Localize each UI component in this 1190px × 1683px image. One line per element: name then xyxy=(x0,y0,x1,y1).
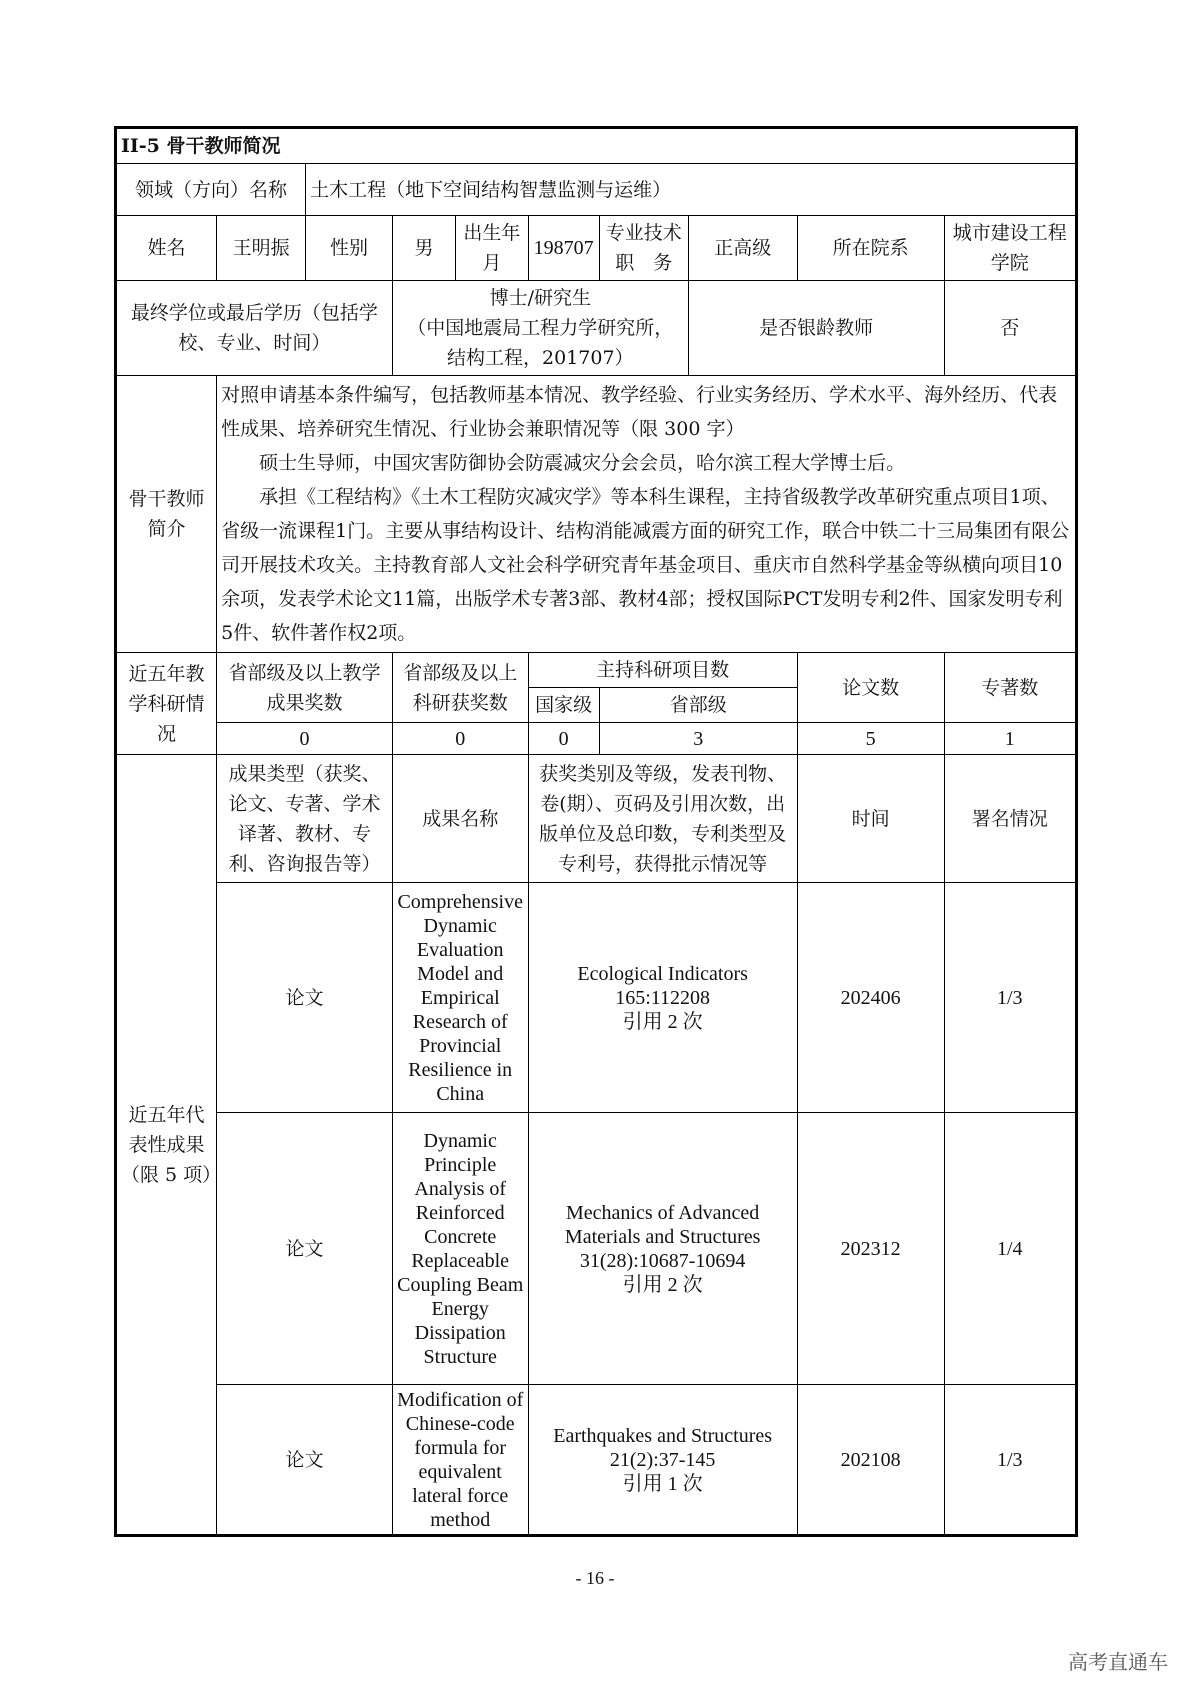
research-award-value: 0 xyxy=(392,723,528,755)
detail-journal: Earthquakes and Structures xyxy=(553,1424,773,1447)
intro-paragraph-2: 承担《工程结构》《土木工程防灾减灾学》等本科生课程，主持省级教学改革研究重点项目1项、省级一流课程1门。主要从事结构设计、结构消能减震方面的研究工作，联合中铁二十三局集团有限公司开展技术攻关。主持教育部人文社会科学研究青年基金项目、重庆市自然科学基金等纵横向项目10余项，发表学术论文11篇，出版学术专著3部、教材4部；授权国际PCT发明专利2件、国家发明专利5件、软件著作权2项。 xyxy=(221,486,1070,644)
detail-journal: Mechanics of Advanced Materials and Structures xyxy=(564,1201,761,1248)
silver-label: 是否银龄教师 xyxy=(688,281,944,376)
birth-value: 198707 xyxy=(528,216,599,281)
profile-table xyxy=(116,128,1076,1535)
books-value: 1 xyxy=(944,723,1075,755)
table-row xyxy=(117,1385,1076,1535)
gender-value: 男 xyxy=(392,216,455,281)
detail-citations: 引用 2 次 xyxy=(622,1273,703,1296)
achievement-type: 论文 xyxy=(217,883,393,1113)
intro-paragraph-1: 硕士生导师，中国灾害防御协会防震减灾分会会员，哈尔滨工程大学博士后。 xyxy=(259,452,906,474)
achievement-type: 论文 xyxy=(217,1385,393,1535)
teacher-profile-form xyxy=(114,126,1078,1537)
research-label: 近五年教学科研情况 xyxy=(117,653,217,755)
detail-pages: 21(2):37-145 xyxy=(609,1448,716,1471)
achievement-type: 论文 xyxy=(217,1113,393,1385)
table-row xyxy=(117,1113,1076,1385)
detail-citations: 引用 2 次 xyxy=(622,1010,703,1033)
achievement-time: 202312 xyxy=(797,1113,944,1385)
author-header: 署名情况 xyxy=(944,755,1075,883)
achievement-author: 1/4 xyxy=(944,1113,1075,1385)
detail-pages: 165:112208 xyxy=(615,986,711,1009)
degree-value xyxy=(392,281,688,376)
provincial-value: 3 xyxy=(599,723,797,755)
degree-label: 最终学位或最后学历（包括学校、专业、时间） xyxy=(117,281,393,376)
detail-journal: Ecological Indicators xyxy=(577,962,748,985)
projects-header: 主持科研项目数 xyxy=(528,653,797,688)
intro-content xyxy=(217,376,1076,653)
watermark: 高考直通车 xyxy=(1068,1650,1168,1674)
detail-header: 获奖类别及等级，发表刊物、卷(期）、页码及引用次数，出版单位及总印数，专利类型及专利号，获得批示情况等 xyxy=(528,755,797,883)
national-header: 国家级 xyxy=(528,688,599,723)
research-award-header: 省部级及以上科研获奖数 xyxy=(392,653,528,723)
field-value: 土木工程（地下空间结构智慧监测与运维） xyxy=(306,164,1076,216)
books-header: 专著数 xyxy=(944,653,1075,723)
page-number: - 16 - xyxy=(575,1568,615,1588)
national-value: 0 xyxy=(528,723,599,755)
intro-label: 骨干教师简介 xyxy=(117,376,217,653)
type-header: 成果类型（获奖、论文、专著、学术译著、教材、专利、咨询报告等） xyxy=(217,755,393,883)
achievement-time: 202108 xyxy=(797,1385,944,1535)
detail-pages: 31(28):10687-10694 xyxy=(579,1249,746,1272)
detail-citations: 引用 1 次 xyxy=(622,1472,703,1495)
degree-line-3: 结构工程，201707） xyxy=(447,347,634,369)
dept-value: 城市建设工程学院 xyxy=(944,216,1075,281)
name-value: 王明振 xyxy=(217,216,306,281)
achievement-name: Modification of Chinese-code formula for equivalent lateral force method xyxy=(392,1385,528,1535)
achievement-detail xyxy=(528,883,797,1113)
achievement-detail xyxy=(528,1385,797,1535)
achievement-name: Dynamic Principle Analysis of Reinforced Concrete Replaceable Coupling Beam Energy Dissipation Structure xyxy=(392,1113,528,1385)
achievement-name: Comprehensive Dynamic Evaluation Model and Empirical Research of Provincial Resilience in China xyxy=(392,883,528,1113)
papers-value: 5 xyxy=(797,723,944,755)
achievement-time: 202406 xyxy=(797,883,944,1113)
name-header: 成果名称 xyxy=(392,755,528,883)
title-value: 正高级 xyxy=(688,216,797,281)
papers-header: 论文数 xyxy=(797,653,944,723)
achievements-label: 近五年代表性成果（限 5 项） xyxy=(117,755,217,1535)
dept-label: 所在院系 xyxy=(797,216,944,281)
field-label: 领域（方向）名称 xyxy=(117,164,306,216)
table-row xyxy=(117,883,1076,1113)
section-title: II-5 骨干教师简况 xyxy=(117,129,1076,164)
degree-line-1: 博士/研究生 xyxy=(489,287,591,309)
intro-instruction: 对照申请基本条件编写，包括教师基本情况、教学经验、行业实务经历、学术水平、海外经历、代表性成果、培养研究生情况、行业协会兼职情况等（限 300 字） xyxy=(221,384,1058,440)
teaching-award-value: 0 xyxy=(217,723,393,755)
silver-value: 否 xyxy=(944,281,1075,376)
name-label: 姓名 xyxy=(117,216,217,281)
achievement-detail xyxy=(528,1113,797,1385)
achievement-author: 1/3 xyxy=(944,883,1075,1113)
degree-line-2: （中国地震局工程力学研究所， xyxy=(407,317,674,339)
title-label: 专业技术职 务 xyxy=(599,216,688,281)
provincial-header: 省部级 xyxy=(599,688,797,723)
teaching-award-header: 省部级及以上教学成果奖数 xyxy=(217,653,393,723)
birth-label: 出生年月 xyxy=(456,216,528,281)
gender-label: 性别 xyxy=(306,216,393,281)
time-header: 时间 xyxy=(797,755,944,883)
achievement-author: 1/3 xyxy=(944,1385,1075,1535)
